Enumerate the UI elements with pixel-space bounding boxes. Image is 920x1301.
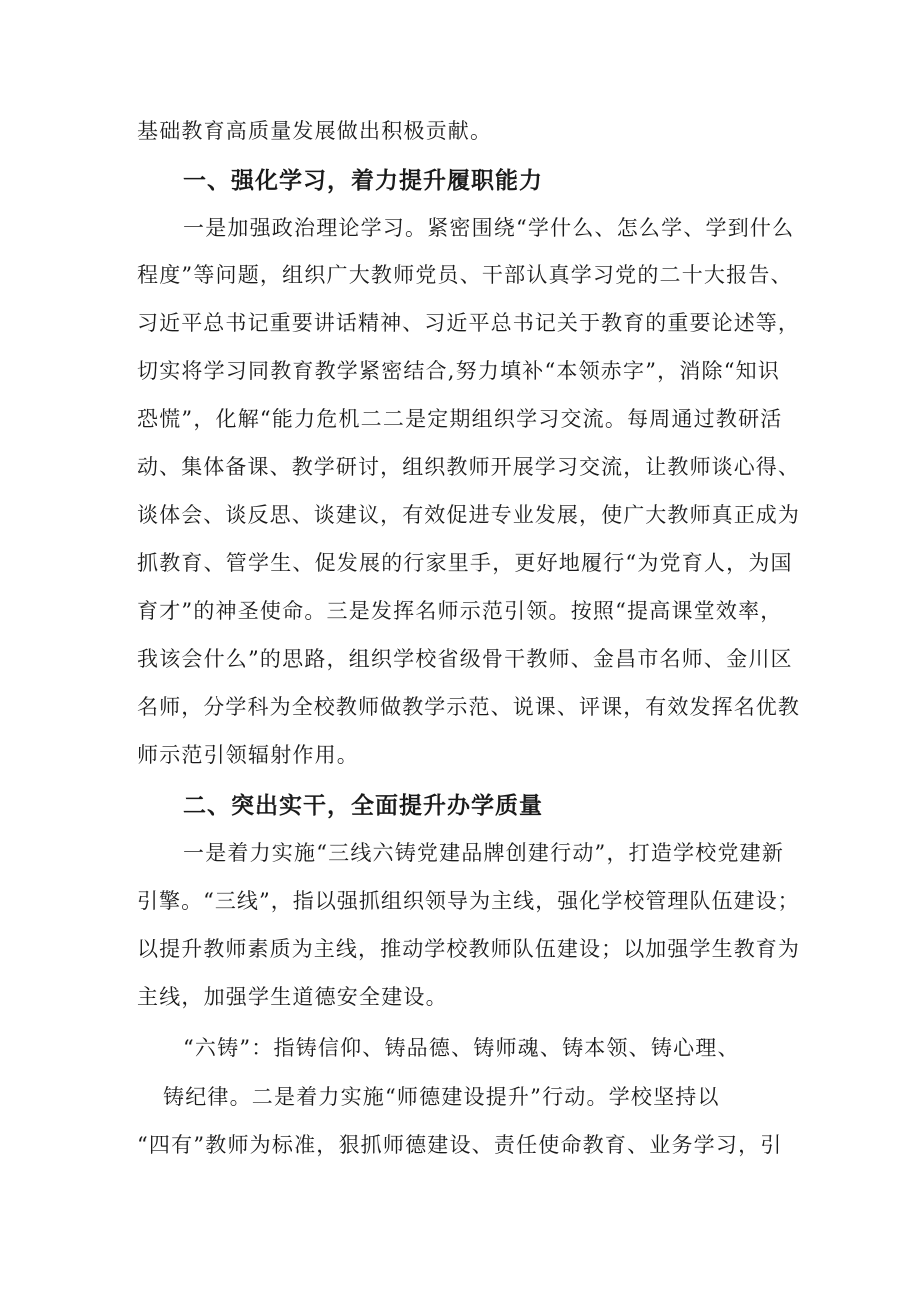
paragraph-line: 程度”等问题，组织广大教师党员、干部认真学习党的二十大报告、 xyxy=(137,263,793,287)
paragraph-line: 动、集体备课、教学研讨，组织教师开展学习交流，让教师谈心得、 xyxy=(137,455,800,479)
paragraph-line: 引擎。“三线”，指以强抓组织领导为主线，强化学校管理队伍建设； xyxy=(137,889,800,913)
paragraph-line: 铸纪律。二是着力实施“师德建设提升”行动。学校坚持以 xyxy=(163,1085,720,1109)
paragraph-line: 我该会什么”的思路，组织学校省级骨干教师、金昌市名师、金川区 xyxy=(137,647,793,671)
paragraph-line: 基础教育高质量发展做出积极贡献。 xyxy=(137,119,493,143)
paragraph-line: 以提升教师素质为主线，推动学校教师队伍建设；以加强学生教育为 xyxy=(137,937,800,961)
paragraph-line: 师示范引领辐射作用。 xyxy=(137,743,359,767)
section-heading: 一、强化学习，着力提升履职能力 xyxy=(183,168,543,194)
section-heading: 二、突出实干，全面提升办学质量 xyxy=(183,793,543,819)
paragraph-line: 一是着力实施“三线六铸党建品牌创建行动”，打造学校党建新 xyxy=(183,841,785,865)
paragraph-line: 习近平总书记重要讲话精神、习近平总书记关于教育的重要论述等， xyxy=(137,311,800,335)
paragraph-line: 一是加强政治理论学习。紧密围绕“学什么、怎么学、学到什么 xyxy=(183,216,795,240)
paragraph-line: 抓教育、管学生、促发展的行家里手，更好地履行“为党育人，为国 xyxy=(137,551,793,575)
paragraph-line: 恐慌”，化解“能力危机二二是定期组织学习交流。每周通过教研活 xyxy=(137,407,783,431)
paragraph-line: 谈体会、谈反思、谈建议，有效促进专业发展，使广大教师真正成为 xyxy=(137,503,800,527)
paragraph-line: “六铸”：指铸信仰、铸品德、铸师魂、铸本领、铸心理、 xyxy=(183,1036,740,1060)
paragraph-line: “四有”教师为标准，狠抓师德建设、责任使命教育、业务学习，引 xyxy=(137,1133,783,1157)
paragraph-line: 名师，分学科为全校教师做教学示范、说课、评课，有效发挥名优教 xyxy=(137,695,800,719)
paragraph-line: 主线，加强学生道德安全建设。 xyxy=(137,985,448,1009)
paragraph-line: 切实将学习同教育教学紧密结合,努力填补“本领赤字”，消除“知识 xyxy=(137,359,781,383)
paragraph-line: 育才”的神圣使命。三是发挥名师示范引领。按照“提高课堂效率， xyxy=(137,599,783,623)
